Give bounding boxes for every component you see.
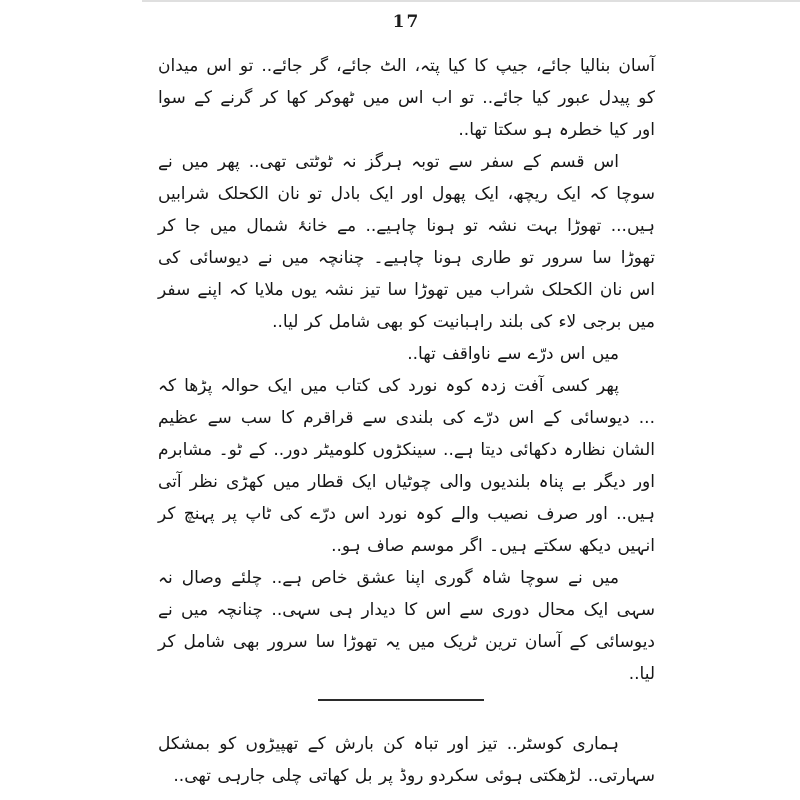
paragraph: میں نے سوچا شاہ گوری اپنا عشق خاص ہے.. چلئے وصال نہ سہی ایک محال دوری سے اس کا دیدار ہی سہی.. چنانچہ میں نے دیوسائی کے آسان ترین ٹریک میں یہ تھوڑا سا سرور بھی شامل کر لیا..: [158, 568, 655, 684]
scan-edge-artifact: [142, 0, 800, 2]
text-block: [158, 50, 655, 792]
paragraph: میں اس درّے سے ناواقف تھا..: [407, 344, 619, 364]
paragraph: پھر کسی آفت زدہ کوہ نورد کی کتاب میں ایک حوالہ پڑھا کہ ... دیوسائی کے اس درّے کی بلندی سے قراقرم کا سب سے عظیم الشان نظارہ دکھائی دیتا ہے.. سینکڑوں کلومیٹر دور.. کے ٹو۔ مشابرم اور دیگر بے پناہ بلندیوں والی چوٹیاں ایک قطار میں کھڑی نظر آتی ہیں.. اور صرف نصیب والے کوہ نورد اس درّے کی ٹاپ پر پہنچ کر انہیں دیکھ سکتے ہیں۔ اگر موسم صاف ہو..: [158, 376, 655, 556]
paragraph-continued: آسان بنالیا جائے، جیپ کا کیا پتہ، الٹ جائے، گر جائے.. تو اس میدان کو پیدل عبور کیا جائے.. تو اب اس میں ٹھوکر کھا کر گرنے کے سوا اور کیا خطرہ ہو سکتا تھا..: [158, 56, 655, 140]
page-number: 17: [392, 12, 421, 32]
paragraph: اس قسم کے سفر سے توبہ ہرگز نہ ٹوٹتی تھی.. پھر میں نے سوچا کہ ایک ریچھ، ایک پھول اور ایک بادل تو نان الکحلک شرابیں ہیں... تھوڑا بہت نشہ تو ہونا چاہیے.. مے خانۂ شمال میں جا کر تھوڑا سا سرور تو طاری ہونا چاہیے۔ چنانچہ میں نے دیوسائی کی اس نان الکحلک شراب میں تھوڑا سا تیز نشہ یوں ملایا کہ اپنے سفر میں برجی لاء کی بلند راہبانیت کو بھی شامل کر لیا..: [158, 152, 655, 332]
paragraph: ہماری کوسٹر.. تیز اور تباہ کن بارش کے تھپیڑوں کو بمشکل سہارتی.. لڑھکتی ہوئی سکردو روڈ پر بل کھاتی چلی جارہی تھی..: [158, 734, 655, 786]
section-divider-rule: [318, 699, 484, 701]
